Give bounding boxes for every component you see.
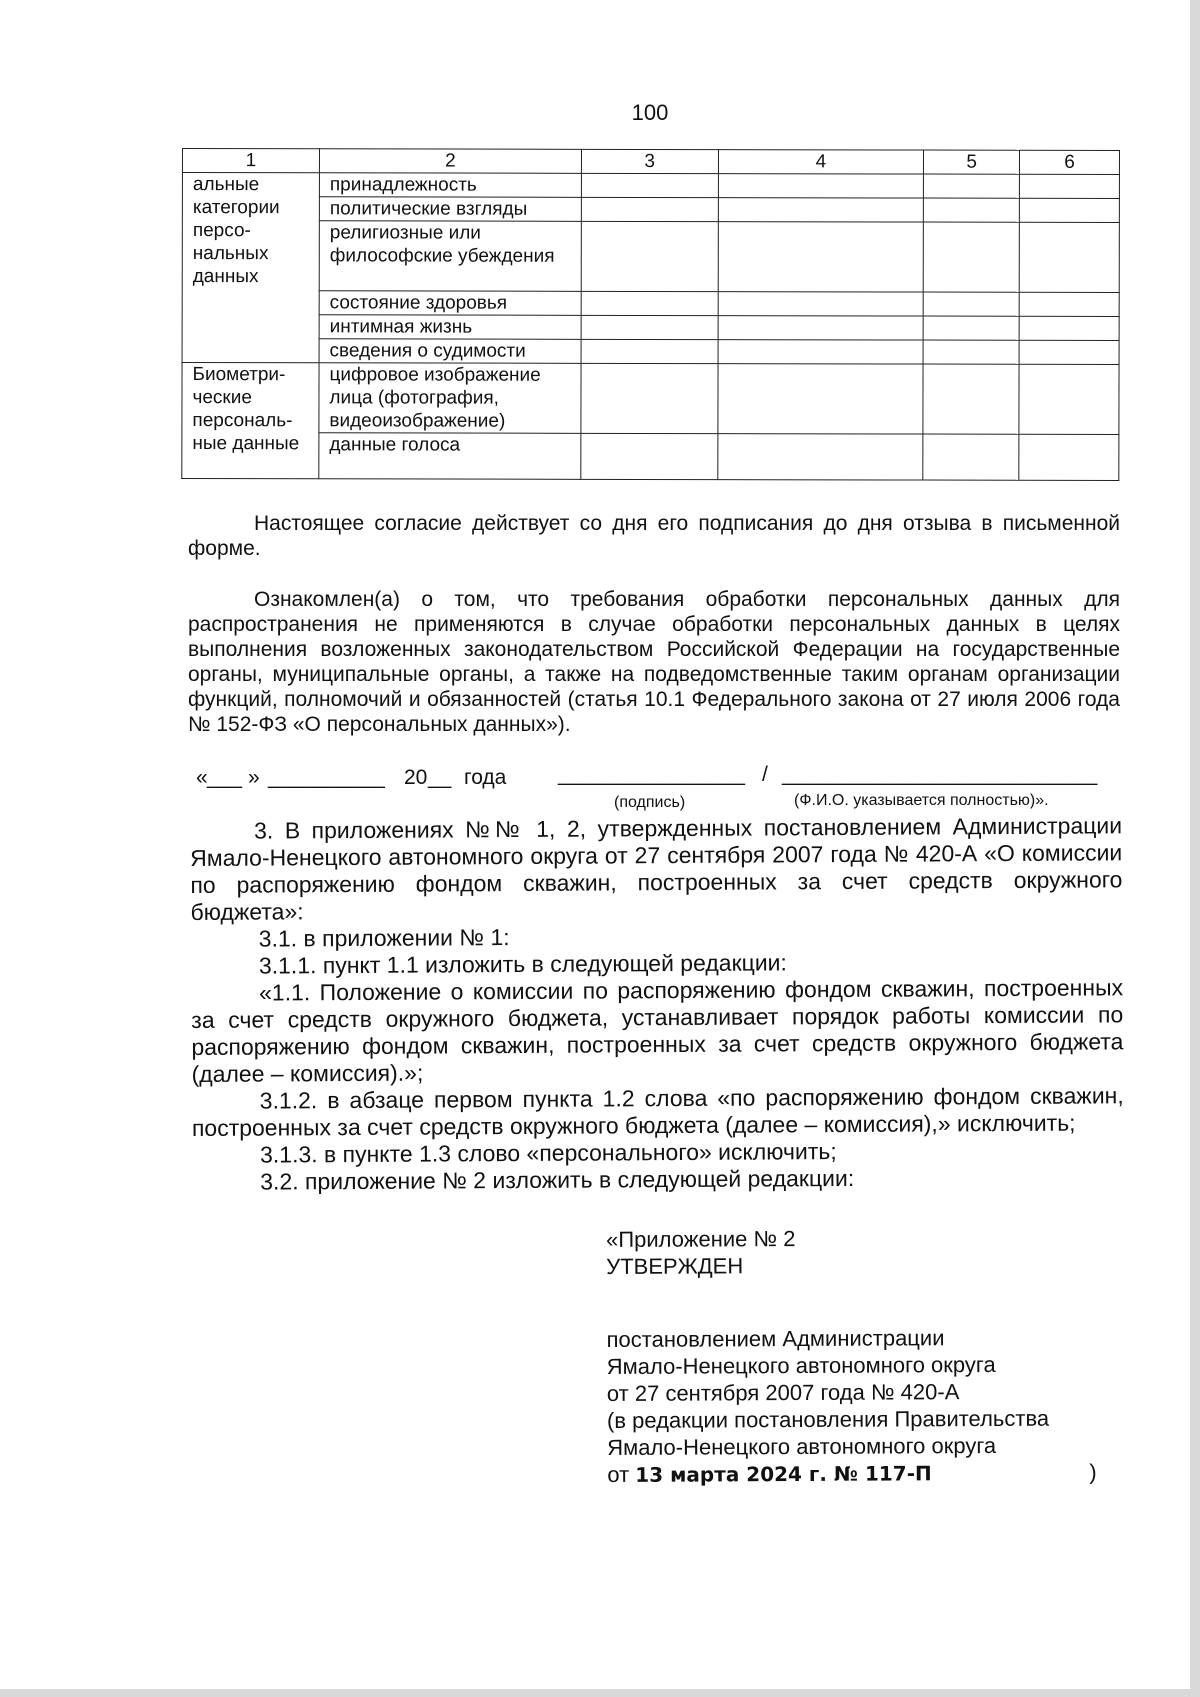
empty-cell: [924, 174, 1020, 198]
annex-title: «Приложение № 2: [606, 1226, 796, 1252]
consent-paragraph: Настоящее согласие действует со дня его подписания до дня отзыва в письменной форме.: [188, 512, 1120, 560]
table-row: [182, 433, 1119, 481]
item-cell: состояние здоровья: [319, 291, 581, 316]
item-cell: принадлежность: [319, 173, 581, 198]
signature-line: ________________: [558, 763, 745, 786]
annex-line: Ямало-Ненецкого автономного округа: [606, 1351, 996, 1379]
annex-header: [606, 1223, 1127, 1489]
empty-cell: [924, 198, 1020, 222]
empty-cell: [923, 222, 1019, 292]
empty-cell: [718, 316, 924, 340]
empty-cell: [581, 315, 718, 339]
table-row: [182, 221, 1119, 293]
column-header: 3: [581, 149, 718, 173]
amendment-item: 3.1.3. в пункте 1.3 слово «персонального» исключить;: [259, 1138, 837, 1168]
amendment-intro: 3. В приложениях №№ 1, 2, утвержденных постановлением Администрации Ямало-Ненецкого автономного округа от 27 сентября 2007 года № 420-А «О комиссии по распоряжению фондом скважин, построенных за счет средств окружного бюджета»:: [190, 812, 1123, 925]
empty-cell: [718, 174, 924, 198]
annex-decree-stamp: 13 марта 2024 г. № 117-П: [635, 1461, 932, 1487]
column-header: 5: [924, 150, 1020, 174]
annex-decree-line: [607, 1458, 1127, 1489]
table-row: [182, 173, 1119, 199]
amendment-item: 3.2. приложение № 2 изложить в следующей редакции:: [260, 1164, 855, 1195]
column-header: 1: [182, 149, 319, 173]
empty-cell: [1019, 198, 1119, 222]
amendment-quote: «1.1. Положение о комиссии по распоряжению фондом скважин, построенных за счет средств окружного бюджета, устанавливает порядок работы комиссии по распоряжению фондом скважин, построенных за счет средств окружного бюджета (далее – комиссия).»;: [191, 974, 1124, 1087]
empty-cell: [581, 291, 718, 315]
table-row: [182, 197, 1119, 223]
annex-approved: УТВЕРЖДЕН: [606, 1253, 744, 1279]
acquainted-paragraph: Ознакомлен(а) о том, что требования обработки персональных данных для распространения не применяются в случае обработки персональных данных в целях выполнения возложенных законодательством Российской Федерации на государственные органы, муниципальные органы, а также на подведомственные таким органам организации функций, полномочий и обязанностей (статья 10.1 Федерального закона от 27 июля 2006 года № 152-ФЗ «О персональных данных»).: [188, 588, 1120, 736]
empty-cell: [923, 316, 1019, 340]
item-cell: политические взгляды: [319, 197, 581, 222]
category-cell: Биометри-ческие персональ-ные данные: [182, 363, 319, 479]
amendment-item: 3.1.1. пункт 1.1 изложить в следующей редакции:: [258, 949, 787, 979]
annex-from-word: от: [607, 1461, 630, 1487]
empty-cell: [581, 339, 718, 363]
amendment-item: 3.1.2. в абзаце первом пункта 1.2 слова «по распоряжению фондом скважин, построенных за счет средств окружного бюджета (далее – комиссия),» исключить;: [191, 1082, 1124, 1141]
empty-cell: [923, 292, 1019, 316]
signature-block: [196, 763, 1126, 816]
date-close-quote: »: [248, 766, 260, 789]
empty-cell: [581, 221, 718, 291]
date-day-blank: ___: [207, 766, 243, 789]
date-month-blank: __________: [268, 766, 385, 789]
empty-cell: [718, 198, 924, 222]
date-open-quote: «: [196, 766, 208, 789]
empty-cell: [1019, 434, 1119, 480]
empty-cell: [1019, 364, 1119, 434]
annex-close-paren: ): [1089, 1459, 1097, 1485]
year-word: года: [464, 766, 507, 789]
annex-line: от 27 сентября 2007 года № 420-А: [606, 1379, 960, 1406]
empty-cell: [1019, 292, 1119, 316]
annex-spacer: [606, 1277, 1126, 1326]
signature-label: (подпись): [614, 794, 686, 811]
table-row: [182, 363, 1119, 435]
empty-cell: [1019, 316, 1119, 340]
empty-cell: [581, 197, 718, 221]
empty-cell: [718, 340, 924, 364]
empty-cell: [581, 363, 718, 433]
amendments-text: [190, 812, 1124, 1196]
item-cell: интимная жизнь: [319, 315, 581, 340]
page-edge-right: [1190, 0, 1200, 1697]
name-label: (Ф.И.О. указывается полностью)».: [794, 792, 1049, 809]
column-header: 4: [718, 150, 924, 174]
table-header-row: [182, 149, 1119, 175]
empty-cell: [923, 364, 1019, 434]
table-row: [182, 291, 1119, 317]
signature-slash: /: [762, 763, 768, 786]
item-cell: данные голоса: [319, 433, 581, 480]
category-cell: альные категории персо-нальных данных: [182, 173, 319, 363]
page-number: 100: [631, 100, 669, 125]
annex-line: Ямало-Ненецкого автономного округа: [607, 1432, 997, 1460]
column-header: 2: [319, 149, 581, 174]
empty-cell: [717, 434, 923, 480]
table-row: [182, 315, 1119, 341]
amendment-item: 3.1. в приложении № 1:: [258, 924, 510, 952]
year-prefix: 20: [404, 766, 428, 789]
annex-line: постановлением Администрации: [606, 1325, 945, 1352]
item-cell: сведения о судимости: [319, 339, 581, 364]
table-row: [182, 339, 1119, 365]
year-blank: __: [428, 766, 452, 789]
empty-cell: [718, 292, 924, 316]
empty-cell: [1019, 340, 1119, 364]
empty-cell: [923, 434, 1019, 480]
item-cell: религиозные или философские убеждения: [319, 221, 581, 292]
empty-cell: [718, 364, 924, 434]
page-edge-bottom: [0, 1689, 1200, 1697]
empty-cell: [581, 433, 718, 479]
empty-cell: [1019, 222, 1119, 292]
personal-data-table: [181, 148, 1120, 481]
annex-line: (в редакции постановления Правительства: [606, 1405, 1050, 1433]
empty-cell: [581, 173, 718, 197]
item-cell: цифровое изображение лица (фотография, видеоизображение): [319, 363, 581, 434]
name-line: ___________________________: [782, 763, 1098, 786]
empty-cell: [1020, 174, 1120, 198]
column-header: 6: [1020, 150, 1120, 174]
empty-cell: [923, 340, 1019, 364]
empty-cell: [718, 222, 924, 292]
